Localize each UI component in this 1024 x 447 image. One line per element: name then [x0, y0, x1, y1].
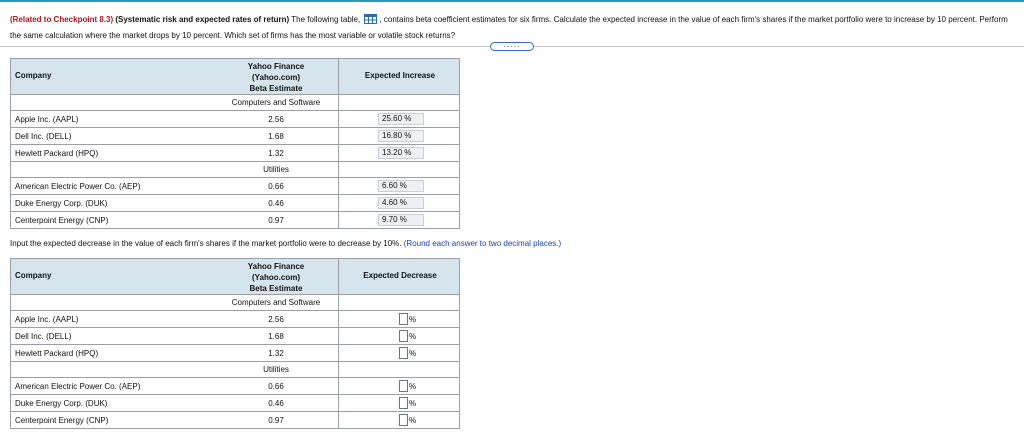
company-name: Duke Energy Corp. (DUK) [15, 399, 108, 408]
table-header [10, 258, 460, 295]
beta-value: 0.97 [268, 416, 284, 425]
beta-value: 1.32 [268, 149, 284, 158]
expected-increase-value: 4.60 % [378, 197, 424, 209]
percent-unit: % [409, 315, 417, 324]
table-row [10, 310, 460, 328]
expected-decrease-input[interactable] [399, 397, 408, 409]
company-name: American Electric Power Co. (AEP) [15, 182, 141, 191]
company-name: Hewlett Packard (HPQ) [15, 149, 99, 158]
company-name: Duke Energy Corp. (DUK) [15, 199, 108, 208]
expected-increase-value: 13.20 % [378, 147, 424, 159]
expected-decrease-input[interactable] [399, 380, 408, 392]
percent-unit: % [409, 349, 417, 358]
table-header [10, 58, 460, 95]
table-row [10, 412, 460, 429]
section-label-utilities: Utilities [263, 365, 289, 374]
section-divider [534, 46, 1024, 47]
column-header-company: Company [15, 271, 52, 280]
column-header-beta: Yahoo Finance (Yahoo.com) Beta Estimate [247, 62, 305, 93]
company-name: Hewlett Packard (HPQ) [15, 349, 99, 358]
expected-decrease-input[interactable] [399, 313, 408, 325]
expected-increase-value: 16.80 % [378, 130, 424, 142]
checkpoint-reference: (Related to Checkpoint 8.3) [10, 15, 114, 24]
section-label-computers: Computers and Software [231, 298, 321, 307]
company-name: American Electric Power Co. (AEP) [15, 382, 141, 391]
beta-value: 0.66 [268, 382, 284, 391]
company-name: Dell Inc. (DELL) [15, 332, 72, 341]
expected-decrease-input[interactable] [399, 347, 408, 359]
table-row [10, 128, 460, 145]
beta-value: 2.56 [268, 115, 284, 124]
rounding-hint: (Round each answer to two decimal places.) [403, 239, 562, 248]
expected-decrease-table [10, 258, 460, 429]
percent-unit: % [409, 332, 417, 341]
company-name: Apple Inc. (AAPL) [15, 315, 79, 324]
expected-increase-value: 25.60 % [378, 113, 424, 125]
column-header-beta: Yahoo Finance (Yahoo.com) Beta Estimate [247, 262, 305, 293]
expected-decrease-input[interactable] [399, 330, 408, 342]
expected-increase-value: 9.70 % [378, 214, 424, 226]
intro-text-1: The following table, [291, 15, 361, 24]
beta-value: 0.46 [268, 399, 284, 408]
expected-decrease-input[interactable] [399, 414, 408, 426]
company-name: Dell Inc. (DELL) [15, 132, 72, 141]
percent-unit: % [409, 399, 417, 408]
beta-value: 1.68 [268, 332, 284, 341]
beta-value: 0.46 [268, 199, 284, 208]
expected-increase-value: 6.60 % [378, 180, 424, 192]
section-label-computers: Computers and Software [231, 98, 321, 107]
column-header-company: Company [15, 71, 52, 80]
beta-value: 0.97 [268, 216, 284, 225]
problem-topic: (Systematic risk and expected rates of return) [115, 15, 290, 24]
beta-value: 1.32 [268, 349, 284, 358]
top-accent-bar [0, 0, 1024, 2]
table-row [10, 328, 460, 345]
table-row [10, 377, 460, 395]
company-name: Centerpoint Energy (CNP) [15, 416, 109, 425]
column-header-expected-increase: Expected Increase [364, 71, 436, 80]
table-row [10, 145, 460, 162]
section-label-utilities: Utilities [263, 165, 289, 174]
expected-increase-table [10, 58, 460, 229]
beta-value: 1.68 [268, 132, 284, 141]
table-row [10, 177, 460, 195]
instruction-text: Input the expected decrease in the value of each firm's shares if the market portfolio were to decrease by 10%. (Round each answer to two decimal places.) [10, 239, 562, 248]
percent-unit: % [409, 416, 417, 425]
table-row [10, 110, 460, 128]
percent-unit: % [409, 382, 417, 391]
table-row [10, 345, 460, 362]
intro-text-2: , contains beta coefficient estimates for six firms. Calculate the expected increase in the value of each firm's shares if the market portfolio were to increase by 10 percent. Perform the same calculation where the market drops by 10 percent. Which set of firms has the most variable or volatile stock returns? [10, 15, 1008, 40]
beta-value: 0.66 [268, 182, 284, 191]
table-icon[interactable] [364, 14, 377, 24]
expand-button[interactable]: ..... [490, 42, 534, 51]
table-row [10, 212, 460, 229]
company-name: Apple Inc. (AAPL) [15, 115, 79, 124]
beta-value: 2.56 [268, 315, 284, 324]
table-row [10, 395, 460, 412]
section-divider [0, 46, 490, 47]
table-row [10, 195, 460, 212]
company-name: Centerpoint Energy (CNP) [15, 216, 109, 225]
column-header-expected-decrease: Expected Decrease [363, 271, 437, 280]
